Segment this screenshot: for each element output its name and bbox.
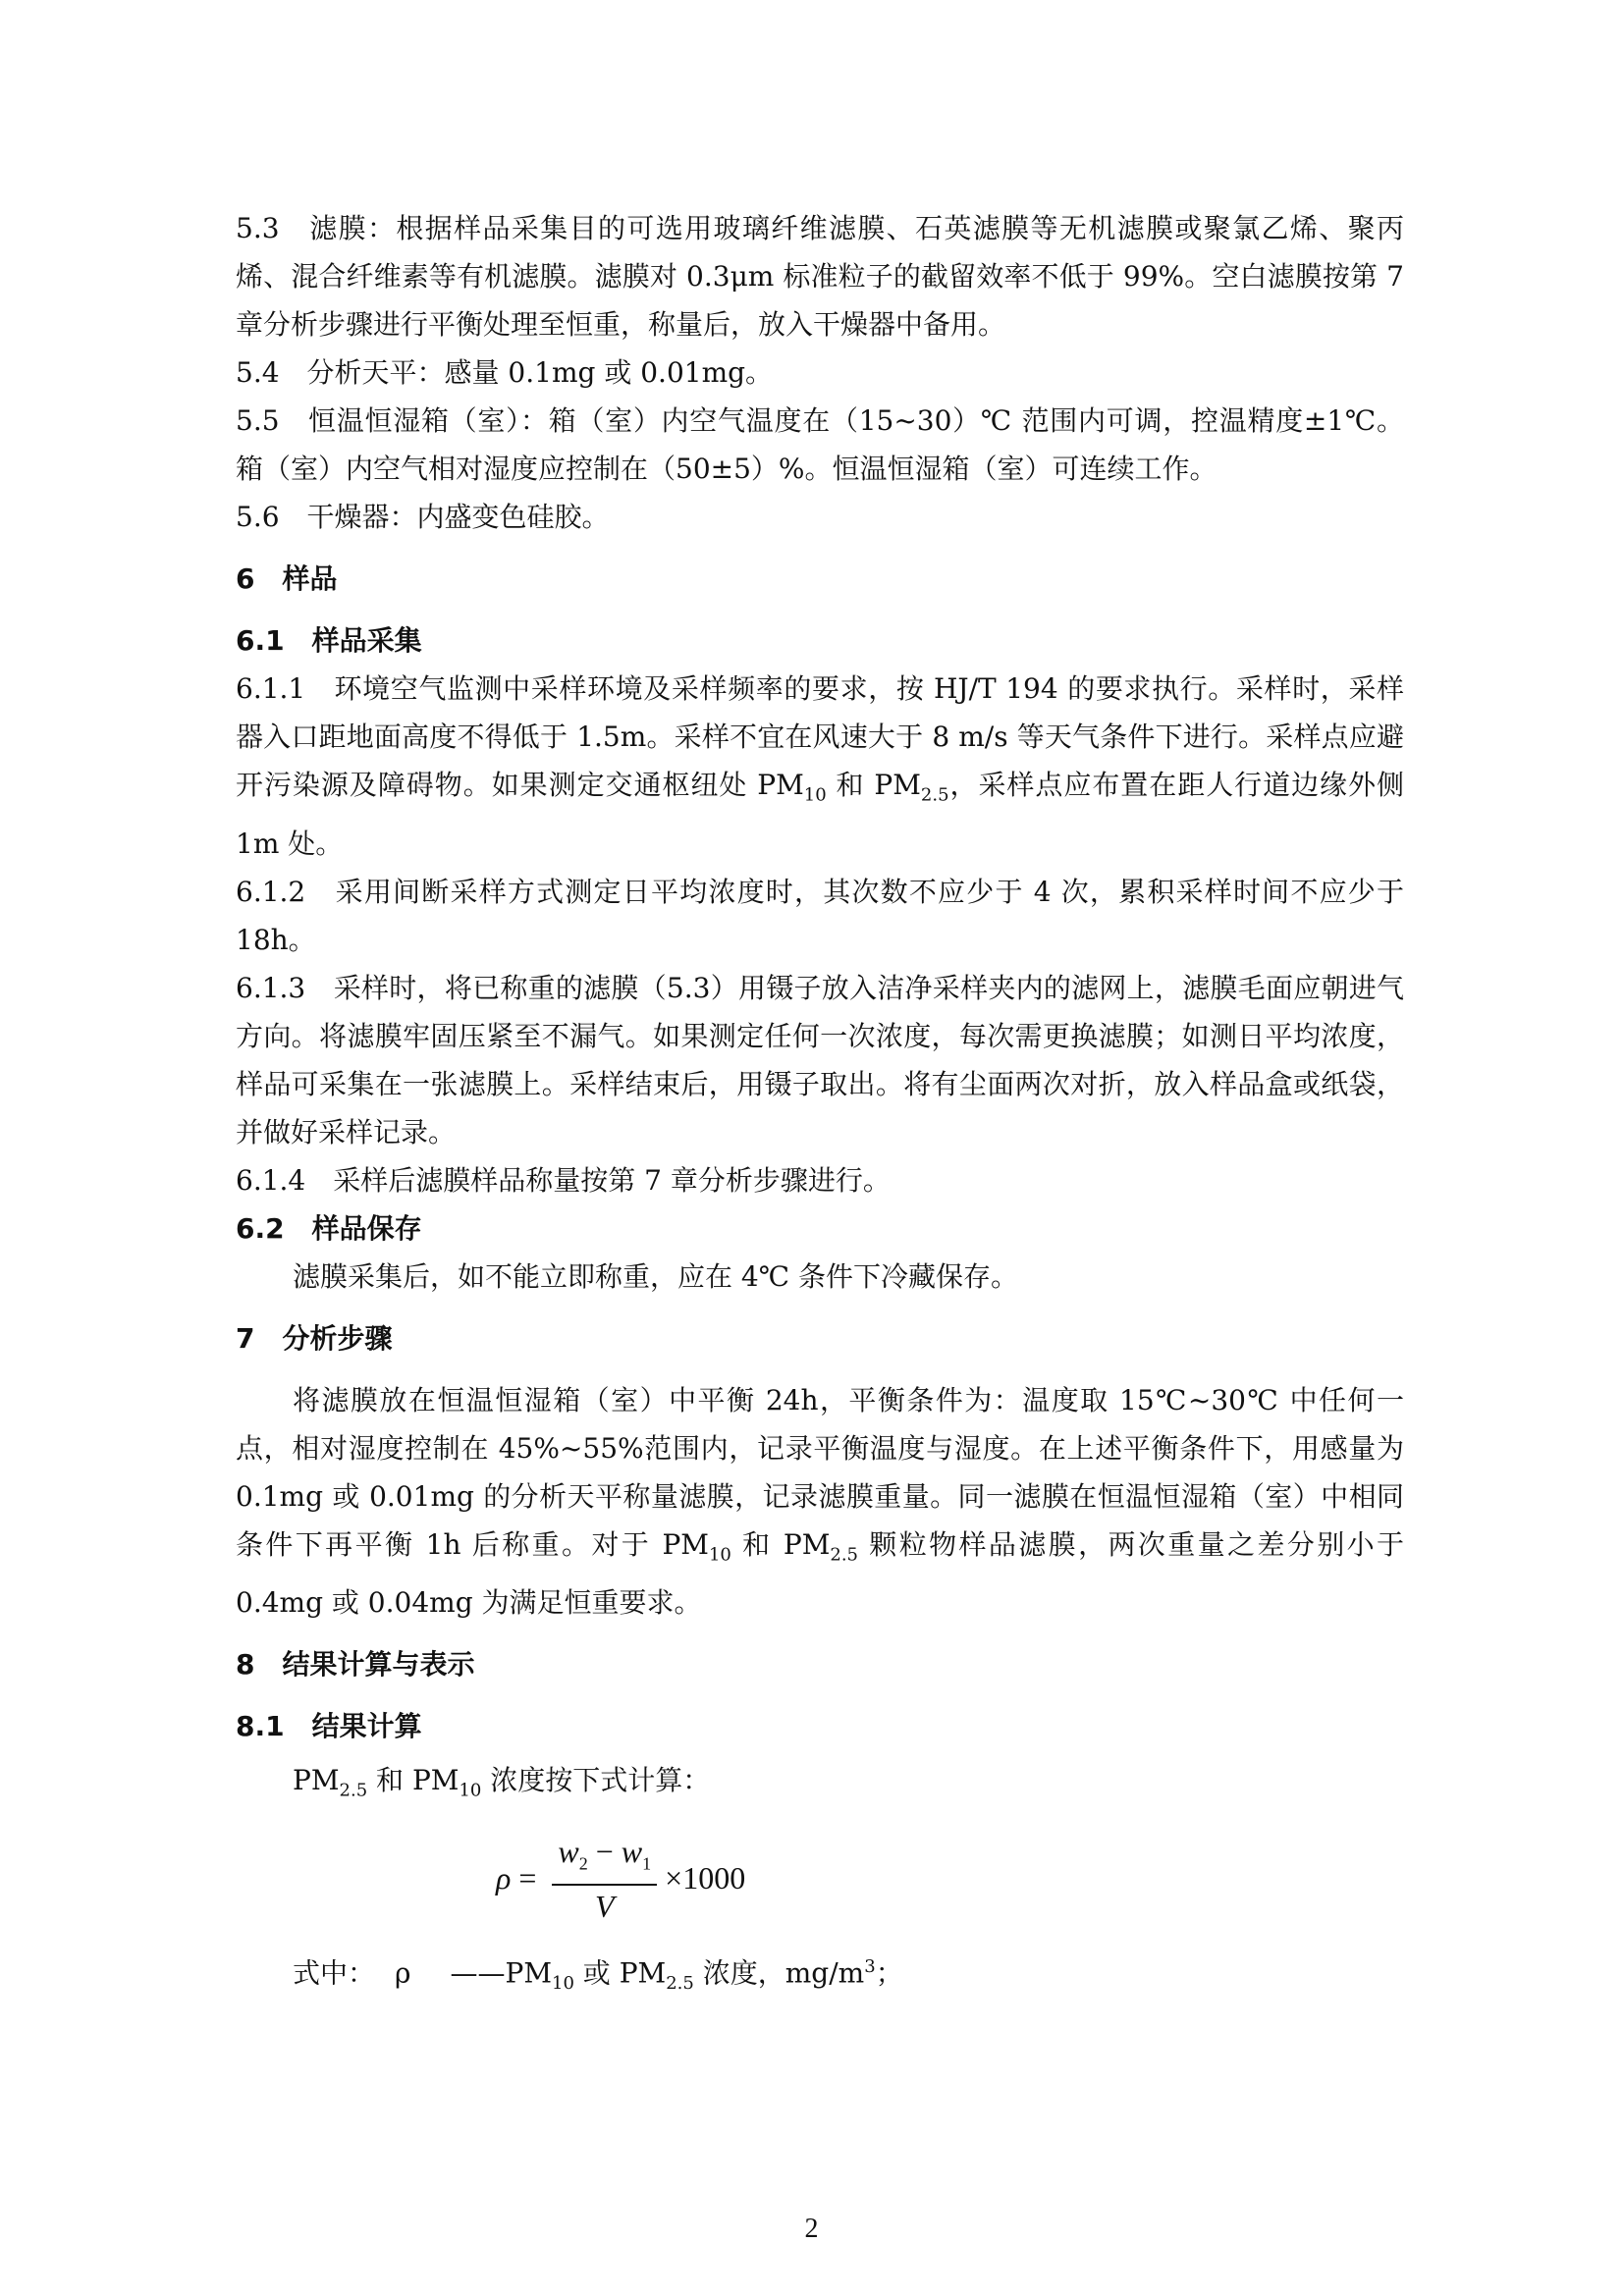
section-heading-6: 6 样品	[236, 562, 338, 595]
pm10-subscript: 10	[708, 1544, 731, 1566]
clause-6-1-4: 6.1.4 采样后滤膜样品称量按第 7 章分析步骤进行。	[236, 1163, 891, 1197]
formula-legend-symbol: ρ	[395, 1956, 411, 1990]
clause-5-5: 5.5 恒温恒湿箱（室）：箱（室）内空气温度在（15~30）℃ 范围内可调，控温精度±1℃。箱（室）内空气相对湿度应控制在（50±5）%。恒温恒湿箱（室）可连续工作。	[236, 404, 1404, 485]
clause-6-1-1	[236, 665, 1404, 868]
formula-legend-text-d: ；	[875, 1956, 903, 1990]
clause-6-1-1-text-c: ，采样点应布置在距人行道边缘外侧 1m 处。	[236, 769, 1404, 860]
clause-5-6: 5.6 干燥器：内盛变色硅胶。	[236, 501, 610, 533]
clause-6-1-1-text-a: 6.1.1 环境空气监测中采样环境及采样频率的要求，按 HJ/T 194 的要求执行。采样时，采样器入口距地面高度不得低于 1.5m。采样不宜在风速大于 8 m/s 等天气条件下进行。采样点应避开污染源及障碍物。如果测定交通枢纽处 PM	[236, 672, 1404, 801]
formula-intro	[293, 1756, 1404, 1815]
clause-7-text-b: 和 PM	[730, 1527, 831, 1561]
clause-7-text-c: 颗粒物样品滤膜，两次重量之差分别小于 0.4mg 或 0.04mg 为满足恒重要求。	[236, 1527, 1405, 1620]
pm10-subscript: 10	[459, 1780, 482, 1801]
formula-legend	[293, 1943, 1404, 2007]
section-heading-7: 7 分析步骤	[236, 1321, 393, 1355]
subsection-heading-8-1: 8.1 结果计算	[236, 1710, 422, 1743]
clause-5-4: 5.4 分析天平：感量 0.1mg 或 0.01mg。	[236, 356, 774, 389]
formula-numerator	[552, 1833, 657, 1886]
concentration-formula	[496, 1833, 1404, 1925]
formula-intro-text-a: PM	[293, 1764, 340, 1797]
formula-legend-text-a: PM	[505, 1956, 552, 1990]
clause-7-text-a: 将滤膜放在恒温恒湿箱（室）中平衡 24h，平衡条件为：温度取 15℃~30℃ 中任何一点，相对湿度控制在 45%~55%范围内，记录平衡温度与湿度。在上述平衡条件下，用感量为 0.1mg 或 0.01mg 的分析天平称量滤膜，记录滤膜重量。同一滤膜在恒温恒湿箱（室）中相同条件下再平衡 1h 后称重。对于 PM	[236, 1383, 1404, 1561]
formula-w2-subscript: 2	[578, 1853, 588, 1874]
formula-minus: −	[587, 1833, 622, 1869]
section-heading-8: 8 结果计算与表示	[236, 1648, 475, 1682]
page-number: 2	[804, 2214, 819, 2244]
formula-multiplier: ×1000	[665, 1860, 746, 1896]
clause-7-text	[236, 1376, 1404, 1628]
formula-equals: =	[511, 1860, 545, 1896]
formula-rho: ρ	[496, 1860, 512, 1896]
formula-legend-text-c: 浓度，mg/m	[693, 1956, 865, 1990]
formula-denominator: V	[595, 1889, 615, 1925]
pm10-subscript: 10	[803, 784, 827, 806]
formula-w1-subscript: 1	[642, 1853, 652, 1874]
subsection-heading-6-1: 6.1 样品采集	[236, 624, 422, 657]
formula-intro-text-c: 浓度按下式计算：	[481, 1764, 711, 1797]
clause-6-1-2: 6.1.2 采用间断采样方式测定日平均浓度时，其次数不应少于 4 次，累积采样时间不应少于 18h。	[236, 875, 1404, 956]
subsection-heading-6-2: 6.2 样品保存	[236, 1211, 422, 1245]
formula-intro-text-b: 和 PM	[367, 1764, 460, 1797]
unit-superscript: 3	[864, 1956, 876, 1978]
formula-fraction	[552, 1833, 657, 1925]
clause-6-1-3: 6.1.3 采样时，将已称重的滤膜（5.3）用镊子放入洁净采样夹内的滤网上，滤膜毛面应朝进气方向。将滤膜牢固压紧至不漏气。如果测定任何一次浓度，每次需更换滤膜；如测日平均浓度，样品可采集在一张滤膜上。采样结束后，用镊子取出。将有尘面两次对折，放入样品盒或纸袋，并做好采样记录。	[236, 971, 1404, 1148]
pm25-subscript: 2.5	[830, 1544, 859, 1566]
formula-w2: w	[558, 1833, 579, 1869]
formula-legend-dash: ——	[450, 1956, 506, 1990]
clause-5-3: 5.3 滤膜：根据样品采集目的可选用玻璃纤维滤膜、石英滤膜等无机滤膜或聚氯乙烯、聚丙烯、混合纤维素等有机滤膜。滤膜对 0.3μm 标准粒子的截留效率不低于 99%。空白滤膜按第 7 章分析步骤进行平衡处理至恒重，称量后，放入干燥器中备用。	[236, 212, 1404, 341]
document-body	[236, 204, 1404, 2007]
clause-6-2-text: 滤膜采集后，如不能立即称重，应在 4℃ 条件下冷藏保存。	[293, 1259, 1018, 1293]
clause-6-1-1-text-b: 和 PM	[826, 769, 921, 801]
formula-w1: w	[621, 1833, 643, 1869]
formula-legend-text-b: 或 PM	[573, 1956, 667, 1990]
pm25-subscript: 2.5	[920, 784, 949, 806]
pm25-subscript: 2.5	[666, 1973, 694, 1995]
pm10-subscript: 10	[552, 1973, 574, 1995]
pm25-subscript: 2.5	[339, 1780, 368, 1801]
formula-legend-label: 式中：	[293, 1956, 376, 1990]
